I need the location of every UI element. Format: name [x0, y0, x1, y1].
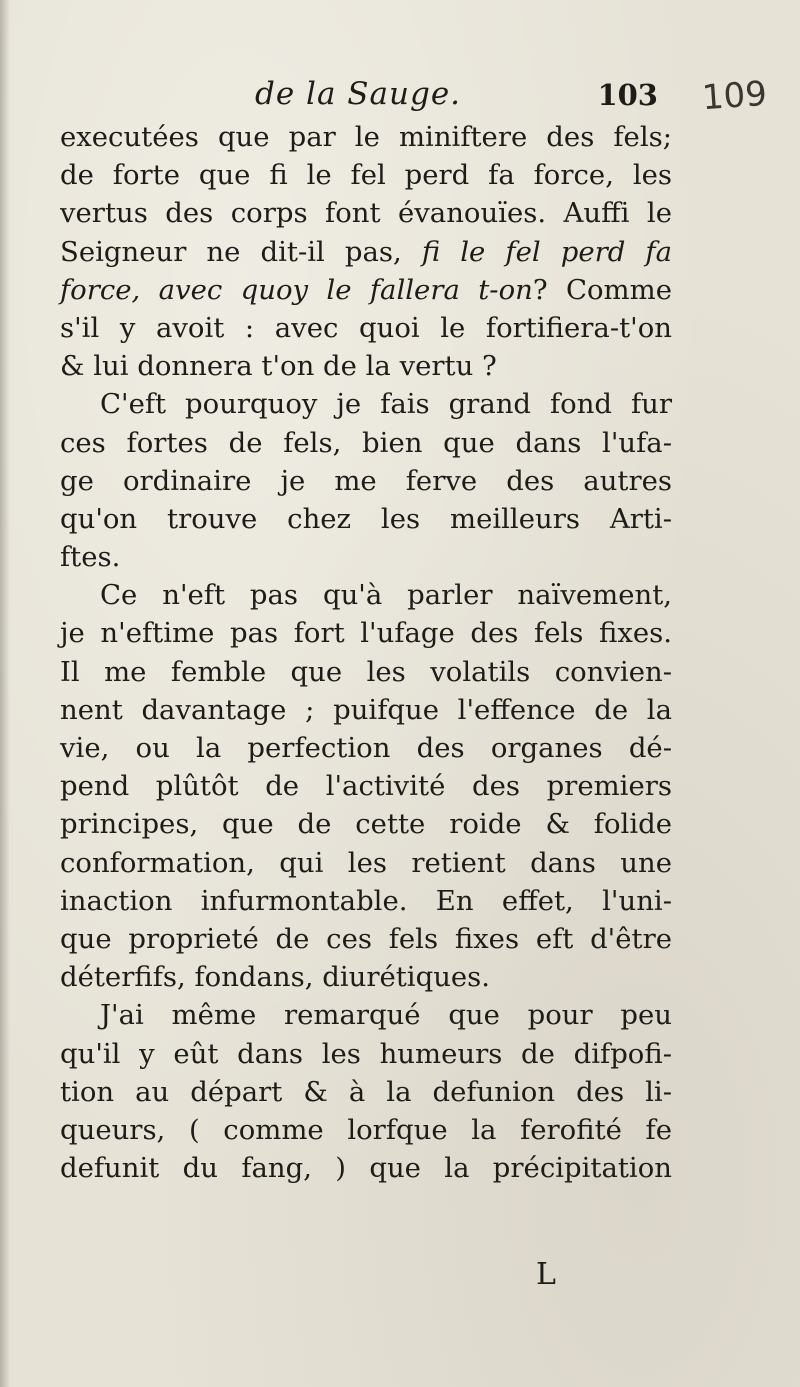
line-text: je n'eftime pas fort l'ufage des fels fixes. [60, 617, 672, 650]
italic-phrase: fi le fel perd fa [421, 235, 672, 268]
text-line [60, 271, 672, 309]
line-text: nent davantage ; puifque l'effence de la [60, 693, 672, 726]
line-text: Il me femble que les volatils convien- [60, 655, 672, 688]
line-text: que proprieté de ces fels fixes eft d'être [60, 922, 672, 955]
text-line [60, 653, 672, 691]
line-text: de forte que fi le fel perd fa force, les [60, 159, 672, 192]
line-text: tion au départ & à la defunion des li- [60, 1075, 672, 1108]
text-line [60, 1149, 672, 1187]
line-text: qu'il y eût dans les humeurs de difpofi- [60, 1037, 672, 1070]
line-text: ge ordinaire je me ferve des autres [60, 464, 672, 497]
text-line [60, 462, 672, 500]
text-line [60, 1111, 672, 1149]
signature-mark: L [536, 1257, 556, 1292]
line-text: queurs, ( comme lorfque la ferofité fe [60, 1113, 672, 1146]
line-text: ces fortes de fels, bien que dans l'ufa- [60, 426, 672, 459]
text-line [60, 691, 672, 729]
line-text: vie, ou la perfection des organes dé- [60, 732, 672, 764]
text-line [60, 538, 672, 576]
italic-phrase: force, avec quoy le fallera t-on [60, 273, 533, 306]
text-line [60, 729, 672, 767]
line-text: defunit du fang, ) que la précipitation [60, 1152, 672, 1185]
body-text [60, 118, 672, 1187]
line-text: principes, que de cette roide & folide [60, 808, 672, 841]
line-text: executées que par le miniftere des fels; [60, 121, 672, 153]
running-head: de la Sauge. [255, 76, 462, 112]
text-line [60, 767, 672, 805]
text-line [60, 882, 672, 920]
line-text: inaction infurmontable. En effet, l'uni- [60, 884, 672, 917]
line-text: & lui donnera t'on de la vertu ? [60, 350, 497, 383]
text-line [60, 1035, 672, 1073]
text-line [60, 500, 672, 538]
text-line [60, 309, 672, 347]
line-text: C'eft pourquoy je fais grand fond fur [100, 388, 672, 421]
page-header [60, 76, 680, 116]
line-text: J'ai même remarqué que pour peu [100, 999, 672, 1032]
text-line [60, 844, 672, 882]
text-line [60, 996, 672, 1034]
line-text: ? Comme [532, 273, 672, 306]
line-text: s'il y avoit : avec quoi le fortifiera-t'on [60, 311, 672, 344]
handwritten-folio: 109 [700, 73, 769, 119]
text-line [60, 347, 672, 385]
line-text: vertus des corps font évanouïes. Auffi le [60, 197, 672, 230]
line-text: ftes. [60, 541, 121, 574]
text-line [60, 118, 672, 156]
text-line [60, 156, 672, 194]
text-line [60, 576, 672, 614]
text-line [60, 614, 672, 652]
text-line [60, 1073, 672, 1111]
line-text: déterfifs, fondans, diurétiques. [60, 961, 491, 994]
text-line [60, 233, 672, 271]
page-gutter-shadow [0, 0, 10, 1387]
line-text: qu'on trouve chez les meilleurs Arti- [60, 502, 672, 535]
line-text: Seigneur ne dit-il pas, [60, 235, 422, 268]
text-line [60, 805, 672, 843]
line-text: Ce n'eft pas qu'à parler naïvement, [100, 579, 672, 612]
text-line [60, 385, 672, 423]
page-number: 103 [597, 78, 658, 112]
text-line [60, 920, 672, 958]
text-line [60, 958, 672, 996]
text-line [60, 194, 672, 232]
text-line [60, 424, 672, 462]
line-text: conformation, qui les retient dans une [60, 846, 672, 879]
line-text: pend plûtôt de l'activité des premiers [60, 770, 672, 803]
